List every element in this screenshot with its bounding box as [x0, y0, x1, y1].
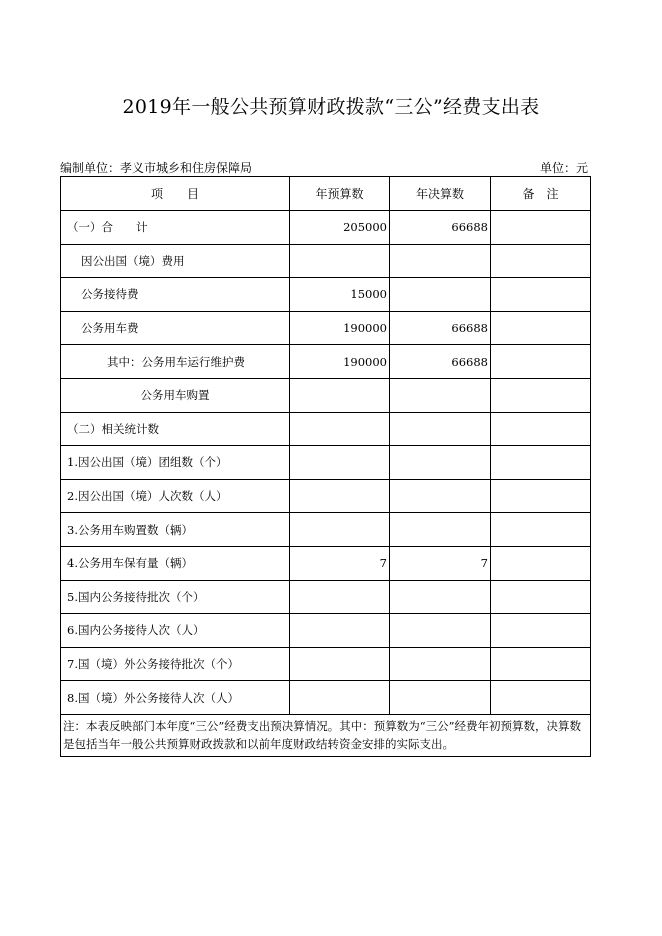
table-row — [61, 278, 591, 312]
table-header-row — [61, 177, 591, 211]
row-final — [390, 412, 491, 446]
row-remark — [491, 647, 591, 681]
row-label: （二）相关统计数 — [61, 412, 290, 446]
row-budget — [290, 446, 390, 480]
row-budget — [290, 244, 390, 278]
row-label: 2.因公出国（境）人次数（人） — [61, 479, 290, 513]
header-budget: 年预算数 — [290, 177, 390, 211]
table-row — [61, 311, 591, 345]
row-budget — [290, 580, 390, 614]
row-remark — [491, 513, 591, 547]
row-remark — [491, 244, 591, 278]
row-remark — [491, 614, 591, 648]
row-budget: 7 — [290, 546, 390, 580]
row-label: 6.国内公务接待人次（人） — [61, 614, 290, 648]
row-budget — [290, 378, 390, 412]
row-final — [390, 244, 491, 278]
table-row — [61, 513, 591, 547]
note-row — [61, 714, 591, 756]
row-label: 公务接待费 — [61, 278, 290, 312]
row-label: 3.公务用车购置数（辆） — [61, 513, 290, 547]
row-remark — [491, 681, 591, 715]
table-row — [61, 614, 591, 648]
table-row — [61, 244, 591, 278]
row-final: 66688 — [390, 311, 491, 345]
row-final — [390, 446, 491, 480]
row-budget: 15000 — [290, 278, 390, 312]
row-remark — [491, 345, 591, 379]
row-label: 其中：公务用车运行维护费 — [61, 345, 290, 379]
row-remark — [491, 479, 591, 513]
row-final — [390, 278, 491, 312]
row-label: （一）合 计 — [61, 211, 290, 245]
table-row — [61, 580, 591, 614]
row-budget: 205000 — [290, 211, 390, 245]
row-final: 66688 — [390, 345, 491, 379]
row-label: 8.国（境）外公务接待人次（人） — [61, 681, 290, 715]
row-final: 7 — [390, 546, 491, 580]
row-budget — [290, 647, 390, 681]
row-budget — [290, 614, 390, 648]
row-label: 4.公务用车保有量（辆） — [61, 546, 290, 580]
row-final — [390, 647, 491, 681]
row-remark — [491, 311, 591, 345]
row-remark — [491, 446, 591, 480]
row-label: 公务用车购置 — [61, 378, 290, 412]
row-label: 7.国（境）外公务接待批次（个） — [61, 647, 290, 681]
row-final — [390, 614, 491, 648]
table-row — [61, 647, 591, 681]
row-remark — [491, 378, 591, 412]
table-row — [61, 681, 591, 715]
row-remark — [491, 278, 591, 312]
row-label: 公务用车费 — [61, 311, 290, 345]
row-final — [390, 681, 491, 715]
row-final: 66688 — [390, 211, 491, 245]
row-remark — [491, 580, 591, 614]
table-row — [61, 446, 591, 480]
compiling-unit: 编制单位：孝义市城乡和住房保障局 — [60, 161, 253, 175]
page-title: 2019年一般公共预算财政拨款“三公”经费支出表 — [122, 96, 540, 118]
table-row — [61, 412, 591, 446]
row-remark — [491, 546, 591, 580]
row-budget — [290, 479, 390, 513]
table-note: 注：本表反映部门本年度“三公”经费支出预决算情况。其中：预算数为“三公”经费年初预算数，决算数是包括当年一般公共预算财政拨款和以前年度财政结转资金安排的实际支出。 — [61, 714, 591, 756]
row-budget: 190000 — [290, 311, 390, 345]
row-remark — [491, 211, 591, 245]
table-row — [61, 378, 591, 412]
table-row — [61, 546, 591, 580]
row-remark — [491, 412, 591, 446]
row-final — [390, 513, 491, 547]
row-final — [390, 378, 491, 412]
row-final — [390, 580, 491, 614]
row-label: 5.国内公务接待批次（个） — [61, 580, 290, 614]
header-final: 年决算数 — [390, 177, 491, 211]
table-row — [61, 211, 591, 245]
table-row — [61, 479, 591, 513]
currency-unit: 单位：元 — [539, 161, 588, 175]
row-label: 因公出国（境）费用 — [61, 244, 290, 278]
row-label: 1.因公出国（境）团组数（个） — [61, 446, 290, 480]
header-remark: 备 注 — [491, 177, 591, 211]
expense-table — [60, 176, 591, 757]
row-budget — [290, 412, 390, 446]
row-budget — [290, 681, 390, 715]
row-final — [390, 479, 491, 513]
table-row — [61, 345, 591, 379]
row-budget — [290, 513, 390, 547]
row-budget: 190000 — [290, 345, 390, 379]
header-item: 项 目 — [61, 177, 290, 211]
